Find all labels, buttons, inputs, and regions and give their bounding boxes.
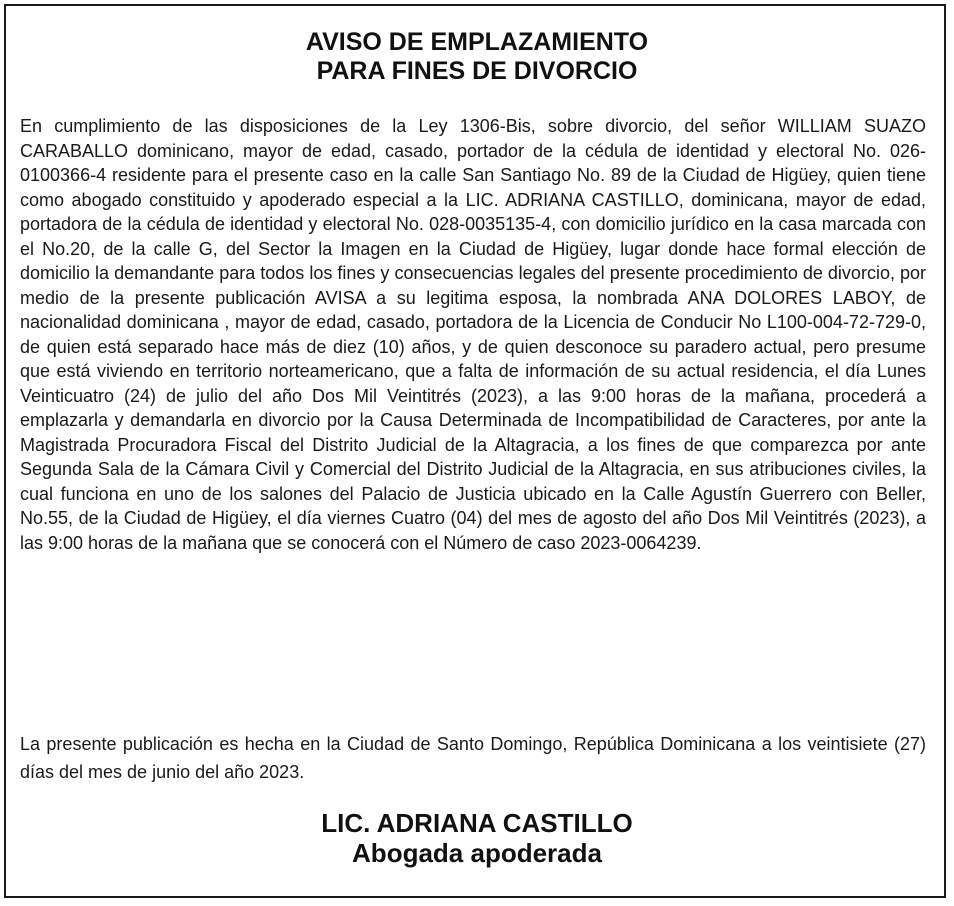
signature-block [0,808,954,868]
notice-paragraph-publication: La presente publicación es hecha en la Ciudad de Santo Domingo, República Dominicana a los veintisiete (27) días del mes de junio del año 2023. [20,734,926,782]
signature-name: LIC. ADRIANA CASTILLO [321,808,633,838]
notice-title [0,28,954,86]
notice-paragraph-main: En cumplimiento de las disposiciones de la Ley 1306-Bis, sobre divorcio, del señor WILLIAM SUAZO CARABALLO dominicano, mayor de edad, casado, portador de la cédula de identidad y electoral No. 026-0100366-4 residente para el presente caso en la calle San Santiago No. 89 de la Ciudad de Higüey, quien tiene como abogado constituido y apoderado especial a la LIC. ADRIANA CASTILLO, dominicana, mayor de edad, portadora de la cédula de identidad y electoral No. 028-0035135-4, con domicilio jurídico en la casa marcada con el No.20, de la calle G, del Sector la Imagen en la Ciudad de Higüey, lugar donde hace formal elección de domicilio la demandante para todos los fines y consecuencias legales del presente procedimiento de divorcio, por medio de la presente publicación AVISA a su legitima esposa, la nombrada ANA DOLORES LABOY, de nacionalidad dominicana , mayor de edad, casado, portadora de la Licencia de Conducir No L100-004-72-729-0, de quien está separado hace más de diez (10) años, y de quien desconoce su paradero actual, pero presume que está viviendo en territorio norteamericano, que a falta de información de su actual residencia, el día Lunes Veinticuatro (24) de julio del año Dos Mil Veintitrés (2023), a las 9:00 horas de la mañana, procederá a emplazarla y demandarla en divorcio por la Causa Determinada de Incompatibilidad de Caracteres, por ante la Magistrada Procuradora Fiscal del Distrito Judicial de la Altagracia, a los fines de que comparezca por ante Segunda Sala de la Cámara Civil y Comercial del Distrito Judicial de la Altagracia, en sus atribuciones civiles, la cual funciona en uno de los salones del Palacio de Justicia ubicado en la Calle Agustín Guerrero con Beller, No.55, de la Ciudad de Higüey, el día viernes Cuatro (04) del mes de agosto del año Dos Mil Veintitrés (2023), a las 9:00 horas de la mañana que se conocerá con el Número de caso 2023-0064239. [20,116,926,553]
signature-role: Abogada apoderada [352,838,602,868]
title-line-2: PARA FINES DE DIVORCIO [316,57,638,85]
title-line-1: AVISO DE EMPLAZAMIENTO [305,28,649,56]
